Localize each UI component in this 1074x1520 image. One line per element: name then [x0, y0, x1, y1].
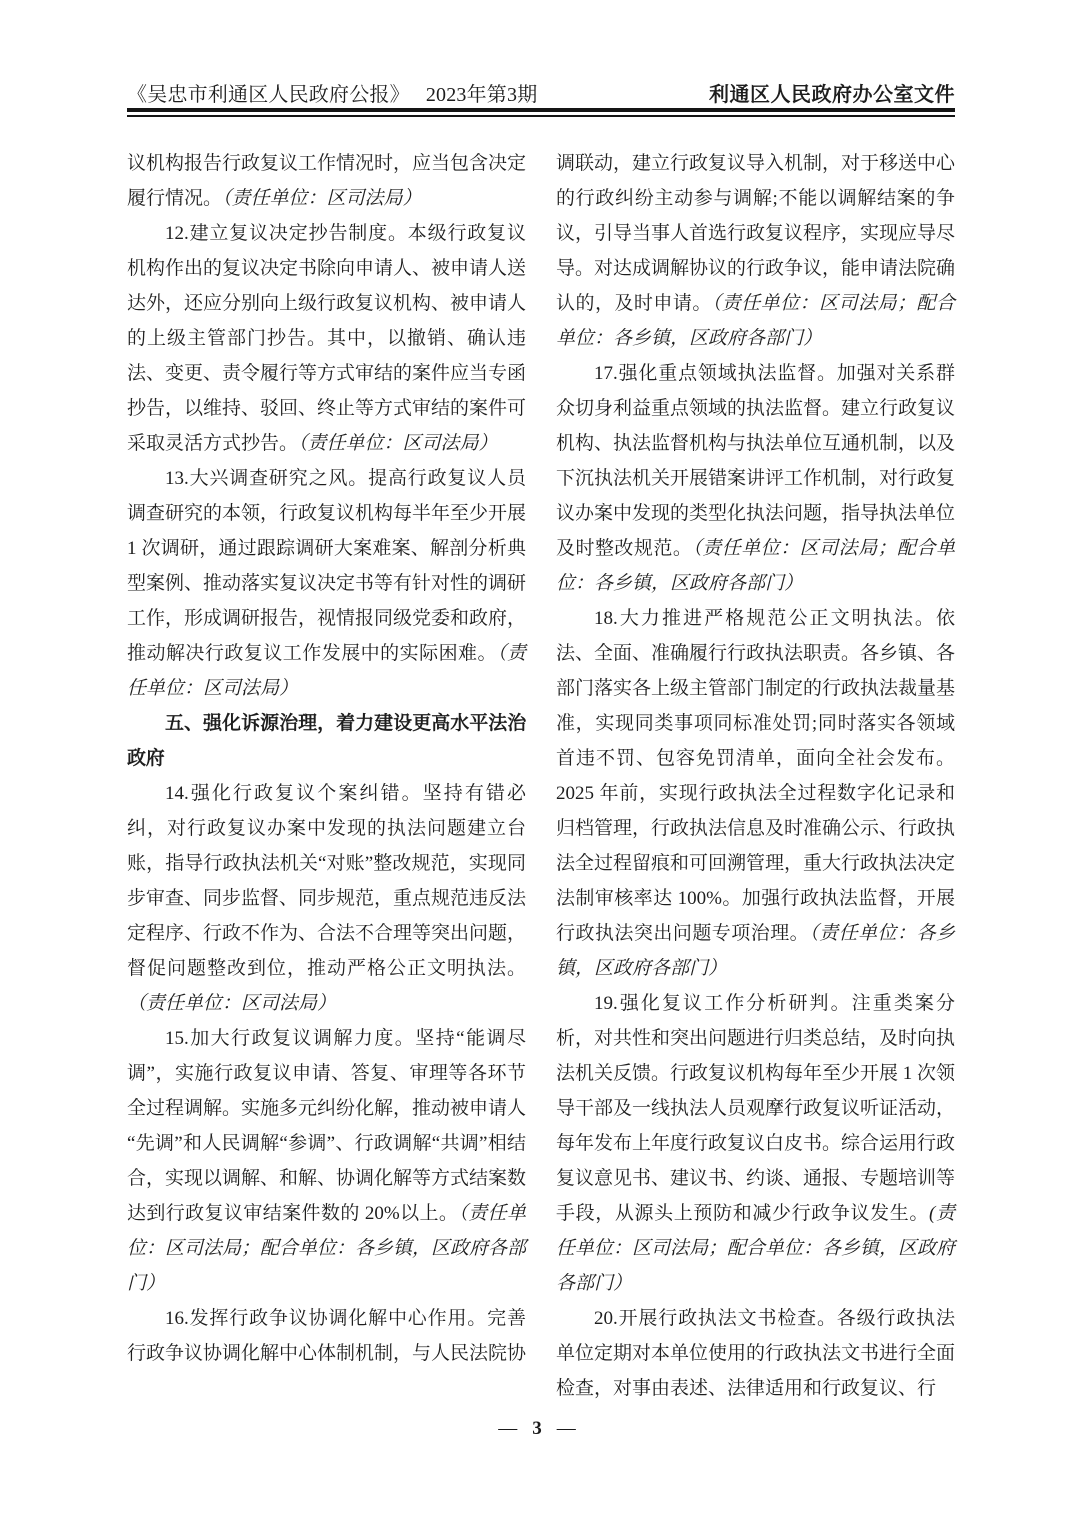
text-segment: 议机构报告行政复议工作情况时，应当包含决定履行情况。 — [127, 153, 527, 209]
body-paragraph — [556, 601, 955, 986]
text-segment: 14.强化行政复议个案纠错。坚持有错必纠，对行政复议办案中发现的执法问题建立台账，指导行政执法机关“对账”整改规范，实现同步审查、同步监督、同步规范，重点规范违反法定程序、行政不作为、合法不合理等突出问题，督促问题整改到位，推动严格公正文明执法。 — [127, 783, 527, 979]
body-paragraph — [127, 776, 526, 1021]
text-segment: 五、强化诉源治理，着力建设更高水平法治政府 — [127, 713, 526, 769]
responsibility-note: （责任单位：区司法局；配合单位：各乡镇，区政府各部门） — [127, 1203, 527, 1294]
left-column — [127, 146, 526, 1406]
text-segment: 17.强化重点领域执法监督。加强对关系群众切身利益重点领域的执法监督。建立行政复议机构、执法监督机构与执法单位互通机制，以及下沉执法机关开展错案讲评工作机制，对行政复议办案中发现的类型化执法问题，指导执法单位及时整改规范。 — [556, 363, 956, 559]
responsibility-note: （责任单位：区司法局；配合单位：各乡镇，区政府各部门） — [556, 293, 955, 349]
body-paragraph — [127, 216, 526, 461]
journal-title: 《吴忠市利通区人民政府公报》 — [127, 84, 410, 106]
body-paragraph — [556, 356, 955, 601]
section-heading — [127, 706, 526, 776]
right-column — [556, 146, 955, 1406]
responsibility-note: （责任单位：区司法局；配合单位：各乡镇，区政府各部门） — [556, 538, 955, 594]
issue-number: 2023年第3期 — [425, 84, 538, 106]
footer-dash-right: — — [556, 1418, 576, 1439]
text-segment: 12.建立复议决定抄告制度。本级行政复议机构作出的复议决定书除向申请人、被申请人送达外，还应分别向上级行政复议机构、被申请人的上级主管部门抄告。其中，以撤销、确认违法、变更、责令履行等方式审结的案件应当专函抄告，以维持、驳回、终止等方式审结的案件可采取灵活方式抄告。 — [127, 223, 527, 454]
text-segment: 19.强化复议工作分析研判。注重类案分析，对共性和突出问题进行归类总结，及时向执法机关反馈。行政复议机构每年至少开展 1 次领导干部及一线执法人员观摩行政复议听证活动，每年发布上年度行政复议白皮书。综合运用行政复议意见书、建议书、约谈、通报、专题培训等手段，从源头上预防和减少行政争议发生。 — [556, 993, 956, 1224]
page-footer — [0, 1418, 1074, 1440]
responsibility-note: （责任单位：区司法局） — [127, 643, 526, 699]
responsibility-note: （责任单位：区司法局） — [222, 188, 422, 209]
body-paragraph — [556, 146, 955, 356]
body-paragraph — [127, 146, 526, 216]
text-segment: 15.加大行政复议调解力度。坚持“能调尽调”，实施行政复议申请、答复、审理等各环节全过程调解。实施多元纠纷化解，推动被申请人“先调”和人民调解“参调”、行政调解“共调”相结合，实现以调解、和解、协调化解等方式结案数达到行政复议审结案件数的 20%以上。 — [127, 1028, 527, 1224]
responsibility-note: （责任单位：区司法局） — [298, 433, 498, 454]
responsibility-note: (责任单位：区司法局；配合单位：各乡镇，区政府各部门） — [556, 1203, 956, 1294]
responsibility-note: （责任单位：各乡镇，区政府各部门） — [556, 923, 955, 979]
body-paragraph — [127, 461, 526, 706]
header-journal-info — [127, 78, 537, 107]
page-header — [127, 78, 955, 107]
text-segment: 调联动，建立行政复议导入机制，对于移送中心的行政纠纷主动参与调解;不能以调解结案的争议，引导当事人首选行政复议程序，实现应导尽导。对达成调解协议的行政争议，能申请法院确认的，及时申请。 — [556, 153, 956, 314]
text-segment: 16.发挥行政争议协调化解中心作用。完善行政争议协调化解中心体制机制，与人民法院协 — [127, 1308, 527, 1364]
body-paragraph — [127, 1301, 526, 1371]
document-type-label: 利通区人民政府办公室文件 — [709, 84, 955, 106]
body-paragraph — [556, 1301, 955, 1406]
text-segment: 18.大力推进严格规范公正文明执法。依法、全面、准确履行行政执法职责。各乡镇、各部门落实各上级主管部门制定的行政执法裁量基准，实现同类事项同标准处罚;同时落实各领域首违不罚、包容免罚清单，面向全社会发布。2025 年前，实现行政执法全过程数字化记录和归档管理，行政执法信息及时准确公示、行政执法全过程留痕和可回溯管理，重大行政执法决定法制审核率达 100%。加强行政执法监督，开展行政执法突出问题专项治理。 — [556, 608, 956, 944]
page-number: 3 — [532, 1418, 542, 1439]
header-double-rule — [127, 108, 955, 117]
text-segment: 20.开展行政执法文书检查。各级行政执法单位定期对本单位使用的行政执法文书进行全面检查，对事由表述、法律适用和行政复议、行 — [556, 1308, 956, 1399]
text-segment: 13.大兴调查研究之风。提高行政复议人员调查研究的本领，行政复议机构每半年至少开展 1 次调研，通过跟踪调研大案难案、解剖分析典型案例、推动落实复议决定书等有针对性的调研工作，形成调研报告，视情报同级党委和政府，推动解决行政复议工作发展中的实际困难。 — [127, 468, 527, 664]
footer-dash-left: — — [498, 1418, 518, 1439]
two-column-body — [127, 146, 955, 1406]
responsibility-note: （责任单位：区司法局） — [127, 993, 337, 1014]
body-paragraph — [556, 986, 955, 1301]
body-paragraph — [127, 1021, 526, 1301]
